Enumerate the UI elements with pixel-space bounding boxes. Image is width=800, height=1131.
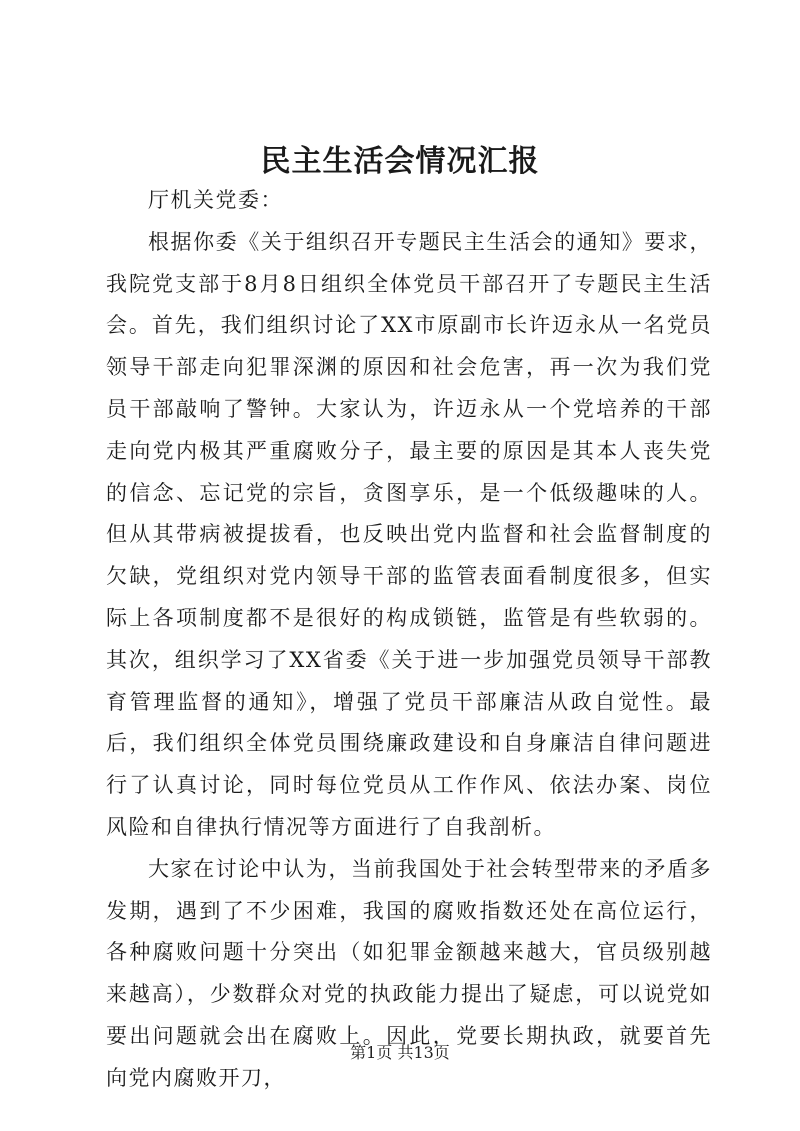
page-footer: 第1页 共13页 [350,1043,450,1062]
page-title: 民主生活会情况汇报 [260,144,540,179]
salutation: 厅机关党委： [148,188,283,212]
paragraph-2: 大家在讨论中认为，当前我国处于社会转型带来的矛盾多发期，遇到了不少困难，我国的腐败指数还处在高位运行，各种腐败问题十分突出（如犯罪金额越来越大，官员级别越来越高），少数群众对党的执政能力提出了疑虑，可以说党如要出问题就会出在腐败上。因此，党要长期执政，就要首先向党内腐败开刀， [106,856,712,1090]
document-body [106,180,712,1100]
paragraph-1: 根据你委《关于组织召开专题民主生活会的通知》要求，我院党支部于8月8日组织全体党员干部召开了专题民主生活会。首先，我们组织讨论了XX市原副市长许迈永从一名党员领导干部走向犯罪深渊的原因和社会危害，再一次为我们党员干部敲响了警钟。大家认为，许迈永从一个党培养的干部走向党内极其严重腐败分子，最主要的原因是其本人丧失党的信念、忘记党的宗旨，贪图享乐，是一个低级趣味的人。但从其带病被提拔看，也反映出党内监督和社会监督制度的欠缺，党组织对党内领导干部的监管表面看制度很多，但实际上各项制度都不是很好的构成锁链，监管是有些软弱的。其次，组织学习了XX省委《关于进一步加强党员领导干部教育管理监督的通知》，增强了党员干部廉洁从政自觉性。最后，我们组织全体党员围绕廉政建设和自身廉洁自律问题进行了认真讨论，同时每位党员从工作作风、依法办案、岗位风险和自律执行情况等方面进行了自我剖析。 [106,229,712,839]
